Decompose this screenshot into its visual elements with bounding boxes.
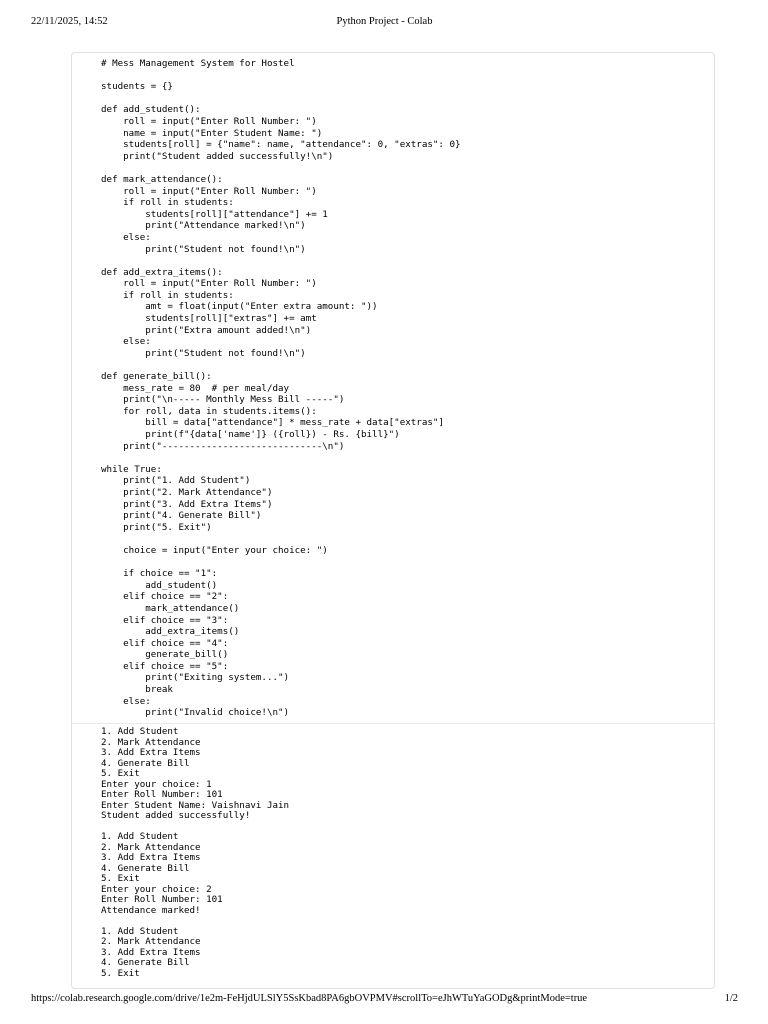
print-url: https://colab.research.google.com/drive/1e2m-FeHjdULSlY5SsKbad8PA6gbOVPMV#scrollTo=eJhWTuYaGODg&printMode=true xyxy=(31,993,588,1004)
cell-output: 1. Add Student 2. Mark Attendance 3. Add Extra Items 4. Generate Bill 5. Exit Enter your choice: 1 Enter Roll Number: 101 Enter Student Name: Vaishnavi Jain Student added successfully! 1. Add Student 2. Mark Attendance 3. Add Extra Items 4. Generate Bill 5. Exit Enter your choice: 2 Enter Roll Number: 101 Attendance marked! 1. Add Student 2. Mark Attendance 3. Add Extra Items 4. Generate Bill 5. Exit xyxy=(101,726,290,979)
cell-output-divider xyxy=(72,723,714,724)
print-page-title: Python Project - Colab xyxy=(336,16,433,27)
print-page-number: 1/2 xyxy=(724,993,738,1004)
code-cell[interactable] xyxy=(71,52,715,989)
code-editor[interactable]: # Mess Management System for Hostel students = {} def add_student(): roll = input("Enter Roll Number: ") name = input("Enter Student Name: ") students[roll] = {"name": name, "attendance": 0, "extras": 0} print("Student added successfully!\n") def mark_attendance(): roll = input("Enter Roll Number: ") if roll in students: students[roll]["attendance"] += 1 print("Attendance marked!\n") else: print("Student not found!\n") def add_extra_items(): roll = input("Enter Roll Number: ") if roll in students: amt = float(input("Enter extra amount: ")) students[roll]["extras"] += amt print("Extra amount added!\n") else: print("Student not found!\n") def generate_bill(): mess_rate = 80 # per meal/day print("\n----- Monthly Mess Bill -----") for roll, data in students.items(): bill = data["attendance"] * mess_rate + data["extras"] print(f"{data['name']} ({roll}) - Rs. {bill}") print("-----------------------------\n") while True: print("1. Add Student") print("2. Mark Attendance") print("3. Add Extra Items") print("4. Generate Bill") print("5. Exit") choice = input("Enter your choice: ") if choice == "1": add_student() elif choice == "2": mark_attendance() elif choice == "3": add_extra_items() elif choice == "4": generate_bill() elif choice == "5": print("Exiting system...") break else: print("Invalid choice!\n") xyxy=(101,58,461,719)
print-footer xyxy=(31,993,738,1007)
print-header xyxy=(31,16,738,30)
print-datetime: 22/11/2025, 14:52 xyxy=(31,16,108,27)
